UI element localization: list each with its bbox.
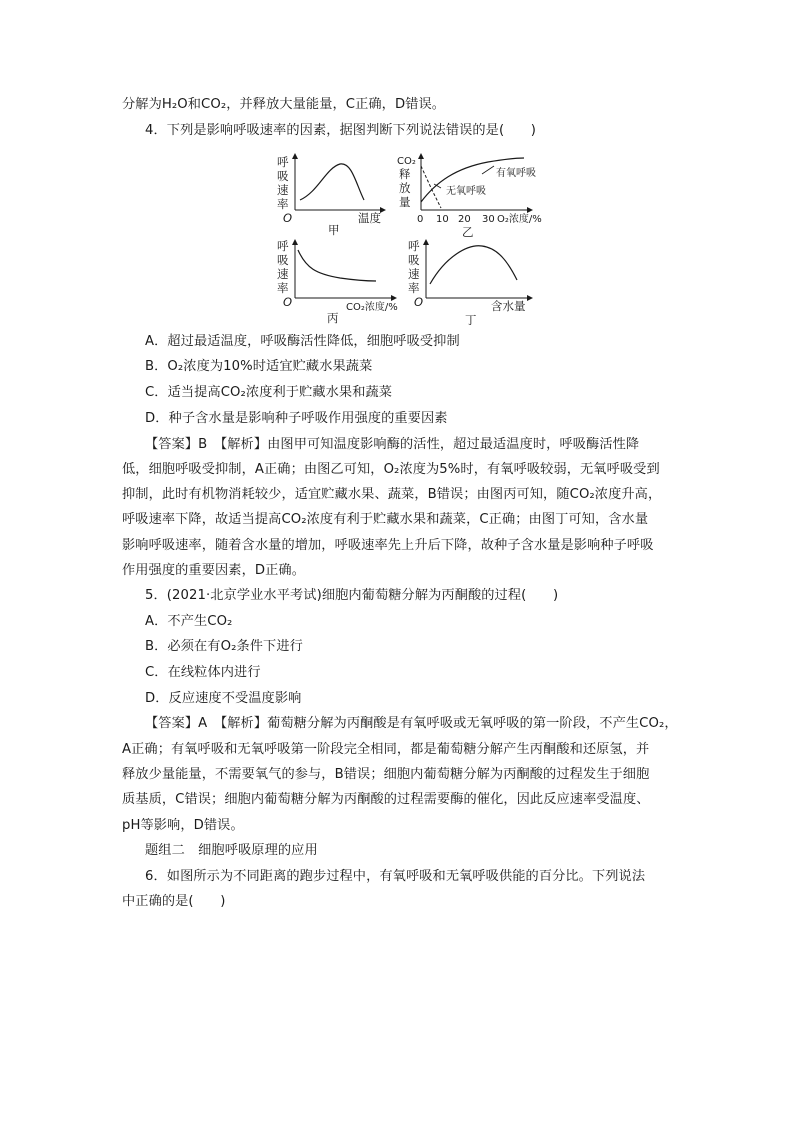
question-5-stem: 5．(2021·北京学业水平考试)细胞内葡萄糖分解为丙酮酸的过程( )	[145, 588, 559, 603]
question-5-option-d: D．反应速度不受温度影响	[145, 691, 302, 706]
answer-4-line-2: 低，细胞呼吸受抑制，A正确；由图乙可知，O₂浓度为5%时，有氧呼吸较弱，无氧呼吸受到	[122, 462, 660, 477]
question-5-option-b: B．必须在有O₂条件下进行	[145, 639, 303, 654]
graph-yi-anaerobic-label: 无氧呼吸	[446, 186, 486, 197]
graph-jia-xlabel: 温度	[358, 211, 381, 225]
graph-bing-ylabel-2: 吸	[277, 253, 289, 267]
graph-jia-caption: 甲	[328, 223, 340, 237]
graph-yi	[397, 154, 542, 239]
graph-yi-xlabel: O₂浓度/%	[497, 214, 542, 225]
question-4-option-c: C．适当提高CO₂浓度利于贮藏水果和蔬菜	[145, 385, 393, 400]
graph-ding-caption: 丁	[465, 313, 477, 327]
answer-5-line-2: A正确；有氧呼吸和无氧呼吸第一阶段完全相同，都是葡萄糖分解产生丙酮酸和还原氢，并	[122, 742, 650, 757]
answer-continuation: 分解为H₂O和CO₂，并释放大量能量，C正确，D错误。	[122, 97, 446, 112]
question-4-figures	[0, 150, 794, 350]
graph-bing-origin: O	[283, 295, 293, 309]
graph-yi-aerobic-label: 有氧呼吸	[496, 168, 536, 179]
question-5-option-a: A．不产生CO₂	[145, 614, 233, 629]
graph-bing-caption: 丙	[327, 311, 339, 325]
graph-jia-curve	[300, 164, 364, 200]
graph-yi-caption: 乙	[462, 225, 474, 239]
graph-yi-tick-10: 10	[436, 214, 449, 225]
graph-jia-ylabel-1: 呼	[277, 155, 289, 169]
graph-ding	[408, 239, 532, 327]
graph-ding-ylabel-2: 吸	[408, 253, 420, 267]
graph-yi-ylabel-co2: CO₂	[397, 156, 416, 167]
graph-yi-tick-30: 30	[482, 214, 495, 225]
answer-4-line-5: 影响呼吸速率，随着含水量的增加，呼吸速率先上升后下降，故种子含水量是影响种子呼吸	[122, 538, 654, 553]
graph-bing-xlabel: CO₂浓度/%	[346, 302, 398, 313]
graph-ding-origin: O	[414, 295, 424, 309]
graph-bing-ylabel-1: 呼	[277, 239, 289, 253]
graph-yi-origin: 0	[417, 214, 424, 225]
graph-jia-ylabel-2: 吸	[277, 169, 289, 183]
question-6-line-1: 6．如图所示为不同距离的跑步过程中，有氧呼吸和无氧呼吸供能的百分比。下列说法	[145, 869, 646, 884]
question-5-option-c: C．在线粒体内进行	[145, 665, 261, 680]
section-heading-group-2: 题组二 细胞呼吸原理的应用	[145, 843, 318, 858]
answer-5-line-1: 【答案】A 【解析】葡萄糖分解为丙酮酸是有氧呼吸或无氧呼吸的第一阶段，不产生CO₂，	[145, 716, 678, 731]
graph-yi-tick-20: 20	[458, 214, 471, 225]
graph-yi-ylabel-3: 量	[399, 195, 411, 209]
graph-jia-origin: O	[283, 211, 293, 225]
graph-bing-ylabel-3: 速	[277, 267, 289, 281]
graph-bing-curve	[298, 250, 376, 281]
graph-ding-ylabel-3: 速	[408, 267, 420, 281]
graph-yi-anaerobic-curve	[421, 166, 441, 208]
answer-4-line-3: 抑制，此时有机物消耗较少，适宜贮藏水果、蔬菜，B错误；由图丙可知，随CO₂浓度升高，	[122, 487, 662, 502]
question-4-stem: 4．下列是影响呼吸速率的因素，据图判断下列说法错误的是( )	[145, 123, 537, 138]
graph-bing	[277, 239, 398, 325]
graph-ding-ylabel-4: 率	[408, 281, 420, 295]
graph-jia	[277, 154, 385, 237]
answer-4-line-1: 【答案】B 【解析】由图甲可知温度影响酶的活性，超过最适温度时，呼吸酶活性降	[145, 437, 640, 452]
question-4-option-b: B．O₂浓度为10%时适宜贮藏水果蔬菜	[145, 359, 373, 374]
answer-4-line-6: 作用强度的重要因素，D正确。	[122, 563, 305, 578]
answer-4-line-4: 呼吸速率下降，故适当提高CO₂浓度有利于贮藏水果和蔬菜，C正确；由图丁可知，含水量	[122, 512, 649, 527]
answer-5-line-3: 释放少量能量，不需要氧气的参与，B错误；细胞内葡萄糖分解为丙酮酸的过程发生于细胞	[122, 767, 650, 782]
answer-5-line-5: pH等影响，D错误。	[122, 818, 244, 833]
question-4-option-a: A．超过最适温度，呼吸酶活性降低，细胞呼吸受抑制	[145, 334, 460, 349]
graph-ding-xlabel: 含水量	[491, 299, 526, 313]
graph-bing-ylabel-4: 率	[277, 281, 289, 295]
answer-5-line-4: 质基质，C错误；细胞内葡萄糖分解为丙酮酸的过程需要酶的催化，因此反应速率受温度、	[122, 792, 650, 807]
graph-ding-ylabel-1: 呼	[408, 239, 420, 253]
graph-jia-ylabel-3: 速	[277, 183, 289, 197]
graph-yi-ylabel-1: 释	[399, 167, 411, 181]
question-6-line-2: 中正确的是( )	[122, 894, 226, 909]
graph-jia-ylabel-4: 率	[277, 197, 289, 211]
question-4-option-d: D．种子含水量是影响种子呼吸作用强度的重要因素	[145, 411, 448, 426]
graph-ding-curve	[430, 246, 517, 284]
graph-yi-ylabel-2: 放	[399, 181, 411, 195]
